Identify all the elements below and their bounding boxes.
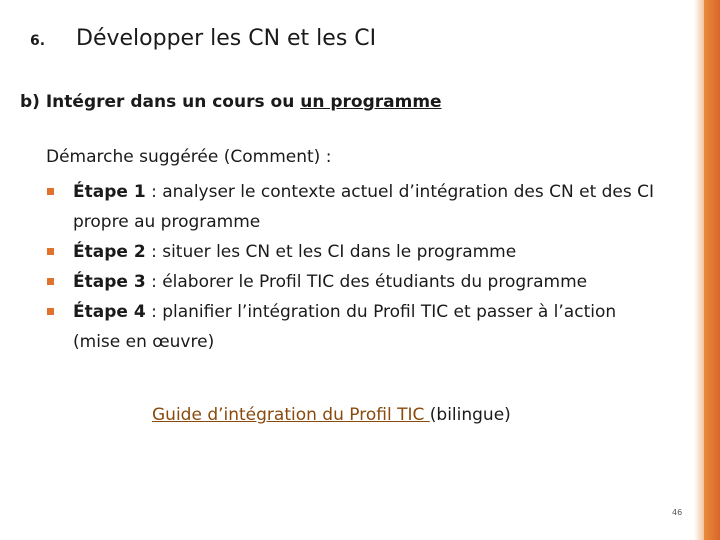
- step-label: Étape 1: [73, 182, 146, 202]
- title-row: [30, 26, 376, 51]
- decorative-edge-band: [704, 0, 720, 540]
- title-number: 6.: [30, 33, 46, 49]
- step-text: : situer les CN et les CI dans le programme: [145, 242, 517, 262]
- list-item: [46, 177, 666, 237]
- intro-text: Démarche suggérée (Comment) :: [46, 147, 332, 167]
- step-label: Étape 2: [73, 242, 146, 262]
- subtitle-underlined-text: un programme: [300, 92, 442, 112]
- step-text: : élaborer le Profil TIC des étudiants du programme: [145, 272, 588, 292]
- subtitle: [20, 92, 442, 112]
- step-label: Étape 3: [73, 272, 146, 292]
- steps-list: [46, 177, 666, 357]
- list-item: [46, 267, 666, 297]
- guide-link-row: [152, 405, 511, 425]
- step-label: Étape 4: [73, 302, 146, 322]
- list-item: [46, 297, 666, 357]
- step-text: : analyser le contexte actuel d’intégration des CN et des CI propre au programme: [73, 182, 655, 232]
- link-suffix: (bilingue): [429, 405, 511, 425]
- step-text: : planifier l’intégration du Profil TIC et passer à l’action (mise en œuvre): [73, 302, 617, 352]
- subtitle-text: b) Intégrer dans un cours ou: [20, 92, 301, 112]
- page-title: Développer les CN et les CI: [76, 26, 377, 51]
- page-number: 46: [672, 508, 683, 517]
- list-item: [46, 237, 666, 267]
- guide-link[interactable]: Guide d’intégration du Profil TIC: [152, 405, 430, 425]
